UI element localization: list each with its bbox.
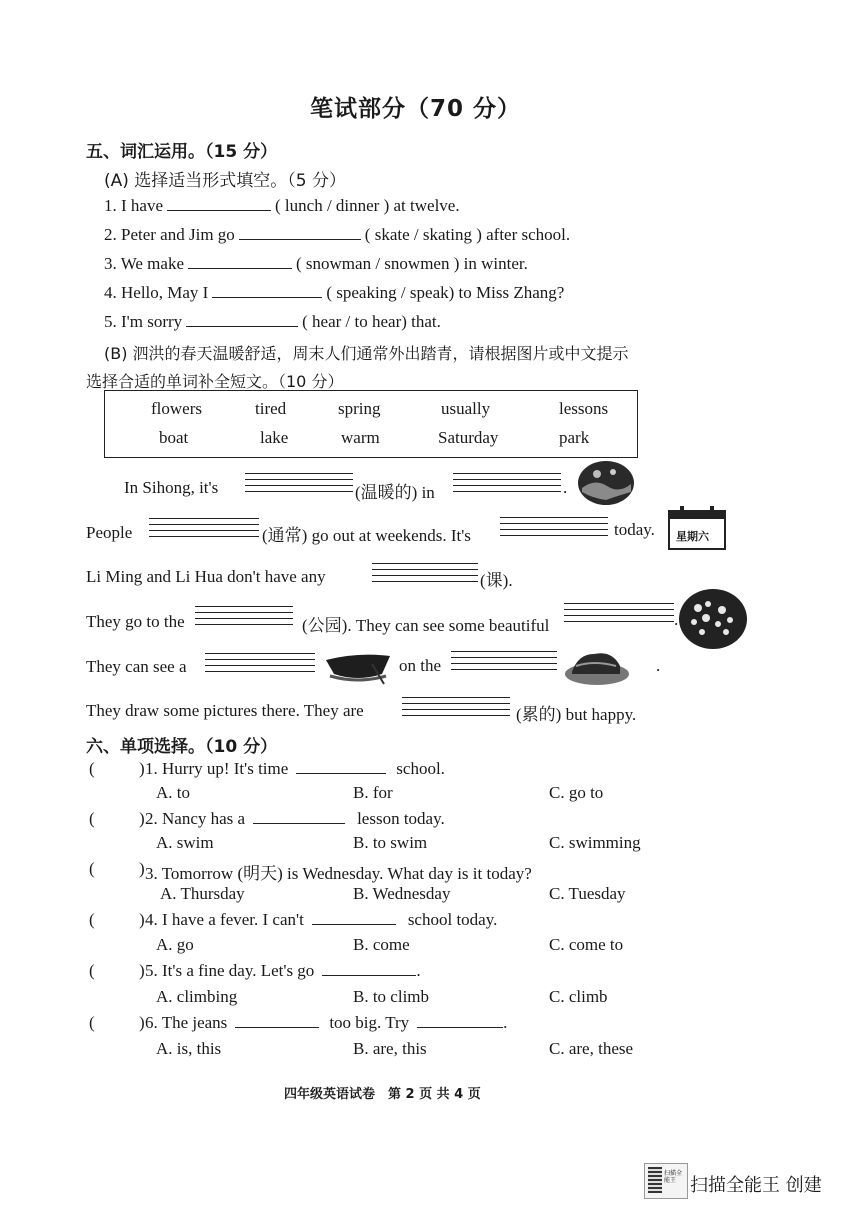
passage-text: They go to the xyxy=(86,612,185,631)
part-b-instruction-line1: (B) 泗洪的春天温暖舒适，周末人们通常外出踏青，请根据图片或中文提示 xyxy=(104,344,629,363)
option-c[interactable]: C. go to xyxy=(549,783,604,802)
passage-text: They draw some pictures there. They are xyxy=(86,701,364,720)
word-bank-item: flowers xyxy=(151,399,202,418)
part-a-instruction: (A) 选择适当形式填空。（5 分） xyxy=(104,171,347,191)
option-a[interactable]: A. is, this xyxy=(156,1039,222,1058)
answer-paren-close[interactable]: ) xyxy=(139,809,145,828)
answer-paren-close[interactable]: ) xyxy=(139,1013,145,1032)
answer-blank-boat[interactable] xyxy=(205,648,315,672)
boat-image xyxy=(324,650,392,686)
camscanner-logo xyxy=(644,1163,688,1199)
answer-blank[interactable] xyxy=(212,283,322,298)
word-bank-item: spring xyxy=(338,399,381,418)
answer-blank-lake[interactable] xyxy=(451,646,557,670)
answer-blank-tired[interactable] xyxy=(402,692,510,716)
qr-code-icon xyxy=(648,1167,662,1193)
word-bank-item: park xyxy=(559,428,590,447)
passage-text: (累的) but happy. xyxy=(516,705,637,724)
option-c[interactable]: C. are, these xyxy=(549,1039,634,1058)
passage-text: People xyxy=(86,523,133,542)
question-stem: 5. It's a fine day. Let's go . xyxy=(145,961,421,980)
option-c[interactable]: C. come to xyxy=(549,935,624,954)
word-bank-item: Saturday xyxy=(438,428,499,447)
passage-text: (通常) go out at weekends. It's xyxy=(262,526,471,545)
passage-text: (公园). They can see some beautiful xyxy=(302,616,550,635)
part-a-item-4: 4. Hello, May I ( speaking / speak) to Miss Zhang? xyxy=(104,283,565,302)
passage-text: Li Ming and Li Hua don't have any xyxy=(86,567,326,586)
answer-paren-open: ( xyxy=(89,809,95,828)
answer-paren-close[interactable]: ) xyxy=(139,910,145,929)
word-bank-item: warm xyxy=(341,428,380,447)
answer-paren-open: ( xyxy=(89,859,95,878)
answer-blank xyxy=(235,1013,319,1028)
section-5-heading: 五、词汇运用。（15 分） xyxy=(86,142,278,162)
part-a-item-5: 5. I'm sorry ( hear / to hear) that. xyxy=(104,312,441,331)
answer-blank-lessons[interactable] xyxy=(372,558,478,582)
logo-text: 扫描全能王 xyxy=(664,1170,683,1184)
calendar-icon xyxy=(668,510,726,550)
answer-blank xyxy=(322,961,416,976)
answer-blank[interactable] xyxy=(167,196,271,211)
answer-blank[interactable] xyxy=(186,312,298,327)
option-a[interactable]: A. Thursday xyxy=(160,884,245,903)
answer-blank-warm[interactable] xyxy=(245,468,353,492)
option-c[interactable]: C. swimming xyxy=(549,833,641,852)
passage-text: today. xyxy=(614,520,655,539)
part-b-instruction-line2: 选择合适的单词补全短文。（10 分） xyxy=(86,372,344,391)
word-bank-item: usually xyxy=(441,399,491,418)
answer-blank-flowers[interactable] xyxy=(564,598,674,622)
page-footer: 四年级英语试卷 第 2 页 共 4 页 xyxy=(284,1087,481,1102)
question-stem: 4. I have a fever. I can't school today. xyxy=(145,910,498,929)
answer-blank xyxy=(417,1013,503,1028)
answer-blank-saturday[interactable] xyxy=(500,512,608,536)
answer-blank[interactable] xyxy=(239,225,361,240)
answer-paren-open: ( xyxy=(89,910,95,929)
option-a[interactable]: A. to xyxy=(156,783,190,802)
option-c[interactable]: C. Tuesday xyxy=(549,884,626,903)
option-a[interactable]: A. climbing xyxy=(156,987,238,1006)
word-bank-box xyxy=(104,390,638,458)
answer-blank[interactable] xyxy=(188,254,292,269)
passage-text: (课). xyxy=(480,571,513,590)
part-a-item-2: 2. Peter and Jim go ( skate / skating ) after school. xyxy=(104,225,571,244)
word-bank-item: lessons xyxy=(559,399,609,418)
option-b[interactable]: B. come xyxy=(353,935,410,954)
option-a[interactable]: A. go xyxy=(156,935,194,954)
page-title: 笔试部分（70 分） xyxy=(310,96,522,122)
watermark-label: 扫描全能王 创建 xyxy=(690,1175,822,1196)
answer-blank xyxy=(296,759,386,774)
word-bank-item: tired xyxy=(255,399,287,418)
spring-scene-image xyxy=(577,460,635,506)
passage-text: (温暖的) in xyxy=(355,483,435,502)
word-bank-item: boat xyxy=(159,428,189,447)
part-a-item-3: 3. We make ( snowman / snowmen ) in winter. xyxy=(104,254,528,273)
question-stem: 6. The jeans too big. Try . xyxy=(145,1013,508,1032)
passage-text: on the xyxy=(399,656,442,675)
answer-paren-close[interactable]: ) xyxy=(139,961,145,980)
question-stem: 3. Tomorrow (明天) is Wednesday. What day is it today? xyxy=(145,864,532,883)
question-stem: 1. Hurry up! It's time school. xyxy=(145,759,445,778)
question-stem: 2. Nancy has a lesson today. xyxy=(145,809,445,828)
option-a[interactable]: A. swim xyxy=(156,833,214,852)
answer-blank-usually[interactable] xyxy=(149,513,259,537)
answer-blank-spring[interactable] xyxy=(453,468,561,492)
passage-text: They can see a xyxy=(86,657,187,676)
passage-text: . xyxy=(656,656,661,675)
option-b[interactable]: B. to swim xyxy=(353,833,428,852)
option-b[interactable]: B. for xyxy=(353,783,393,802)
answer-paren-open: ( xyxy=(89,759,95,778)
answer-paren-close[interactable]: ) xyxy=(139,759,145,778)
section-6-heading: 六、单项选择。（10 分） xyxy=(86,737,278,757)
answer-blank xyxy=(253,809,345,824)
option-b[interactable]: B. to climb xyxy=(353,987,430,1006)
option-b[interactable]: B. Wednesday xyxy=(353,884,451,903)
calendar-label: 星期六 xyxy=(676,530,709,543)
word-bank-item: lake xyxy=(260,428,289,447)
answer-paren-close[interactable]: ) xyxy=(139,859,145,878)
part-a-item-1: 1. I have ( lunch / dinner ) at twelve. xyxy=(104,196,460,215)
passage-text: In Sihong, it's xyxy=(124,478,219,497)
option-c[interactable]: C. climb xyxy=(549,987,608,1006)
answer-blank-park[interactable] xyxy=(195,601,293,625)
answer-blank xyxy=(312,910,396,925)
answer-paren-open: ( xyxy=(89,1013,95,1032)
answer-paren-open: ( xyxy=(89,961,95,980)
option-b[interactable]: B. are, this xyxy=(353,1039,427,1058)
passage-text: . xyxy=(674,610,679,629)
passage-text: . xyxy=(563,478,568,497)
lake-image xyxy=(564,646,630,686)
flowers-image xyxy=(678,588,748,650)
